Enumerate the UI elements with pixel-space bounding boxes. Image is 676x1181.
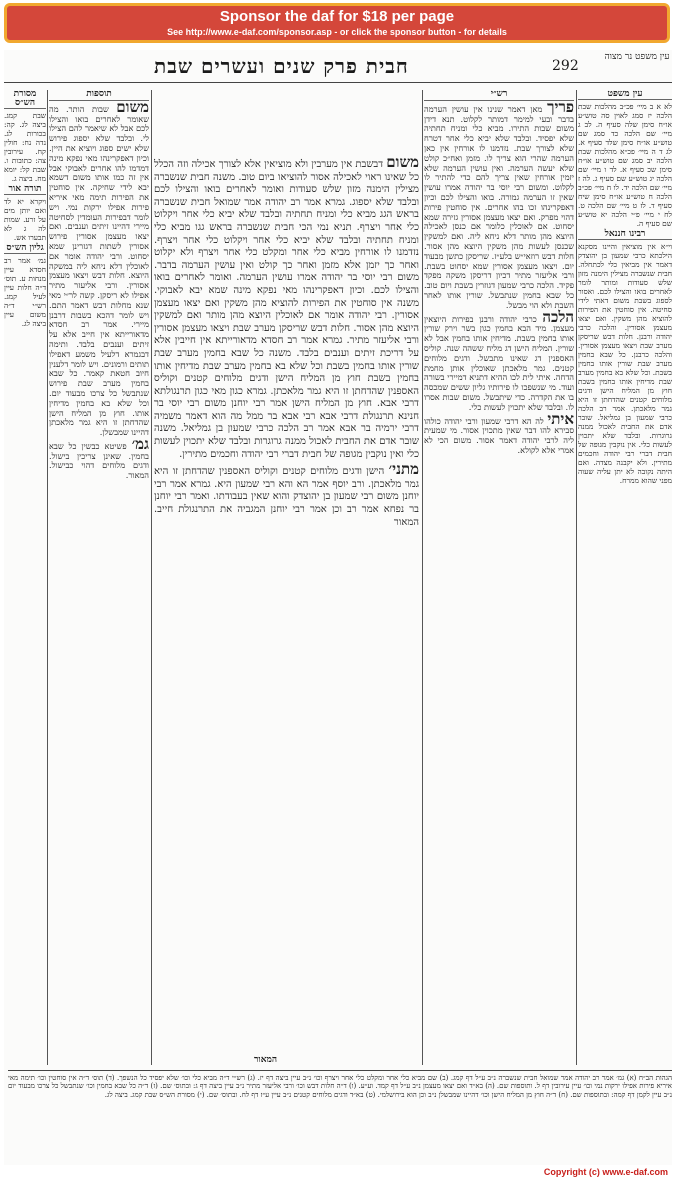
ein-mishpat-text: לא א ב מיי׳ פכ״ב מהלכות שבת הלכה יז סמג לאוין סה טוש״ע או״ח סימן שלה סעיף ה. לב ג מיי׳ שם הלכה כד סמג שם טוש״ע או״ח סימן שלד סעיף א. לג ד ה מיי׳ פכ״א מהלכות שבת הלכה יב סמג שם טוש״ע או״ח סימן שכ סעיף א. לד ו מיי׳ שם הלכה יג טוש״ע שם סעיף ג. לה ז מיי׳ שם הלכה יד. לו ח מיי׳ פכ״ב הלכה ח טוש״ע או״ח סימן שיח סעיף ד. לז ט מיי׳ שם הלכה ט. לח י מיי׳ פ״י הלכה יא טוש״ע שם סעיף ה. <box>578 102 672 228</box>
rashi-text: מאן דאמר שנינו אין עושין הערמה בדבר ובעי למימר דמותר לקלוט. תנא דידן משום שבות התירו. מביא כלי ומניח תחתיה שלא יפסיד. ובלבד שלא יביא כלי אחר דטרח שלא לצורך שבת. נזדמנו לו אורחין אין כאן הערמה שהרי הוא צריך לו. מזמן ואח״כ קולט שלא יעשה הערמה. ואין עושין הערמה שלא יזמין אורחין שאין צריך להם כדי להתיר לו לקלוט. ומשום רבי יוסי בר יהודה אמרו עושין שאין זו הערמה גמורה. בואו והצילו לכם וכיון דאפקרינהו זכו בהו אחרים. אין סוחטין פירות דהוי מפרק. ואם יצאו מעצמן אסורין גזירה שמא יסחוט. אם לאוכלין כלומר אם כנסן לאכילה היוצא מהן מותר דלא ניחא ליה. ואם למשקין שכנסן לעשות מהן משקין היוצא מהן אסור. חלות דבש רוזאי״ש בלע״ז. שריסקן כתשן מבעוד יום. ויצאו מעצמן אסורין שמא יסחוט בשבת. ורבי אליעזר מתיר דכיון דריסקן משקה מפקד פקיד. הלכה כרבי שמעון דגוזרין בשבת ויום טוב. כל שבא בחמין שנתבשל. שורין אותו לאחר השבת ולא הוי מבשל. <box>424 103 574 310</box>
rabbeinu-chananel-text: וי״א אין מוציאין והיינו מסקנא הילכתא כרבי שמעון בן יהוצדק דאמר אין מביאין כלי לכתחלה. חבית שנשברה מצילין הימנה מזון שלש סעודות ומותר לומר לאחרים בואו והצילו לכם. ואסור לספוג בשבת משום דאתי לידי סחיטה. אין סוחטין את הפירות להוציא מהן משקין. ואם יצאו מעצמן אסורין. והלכה כרבי יהודה ורבנן. חלות דבש שריסקן מערב שבת ויצאו מעצמן אסורין. והלכה כרבנן. כל שבא בחמין מערב שבת שורין אותו בחמין בשבת. וכל שלא בא בחמין מערב שבת מדיחין אותו בחמין בשבת חוץ מן המליח הישן ודגים מלוחים קטנים שהדחתן זו היא גמר מלאכתן. אמר רב הלכה כרבי שמעון בן גמליאל. שובר אדם את החבית לאכול ממנה גרוגרות. ובלבד שלא יתכוין לעשות כלי. אין נוקבין מגופה של חבית דברי רבי יהודה וחכמים מתירין. ולא יקבנה מצדה. ואם היתה נקובה לא יתן עליה שעוה מפני שהוא ממרח. <box>578 242 672 485</box>
tosafot-gemara-text: פשיטא כבשין כל שבא בחמין. שאינן צריכין בישול. ודגים מלוחים דהוי כבישול. המאור. <box>49 440 149 481</box>
divider <box>151 90 152 1065</box>
divider <box>576 90 577 1065</box>
rabbeinu-chananel-label: רבינו חננאל <box>578 230 672 240</box>
rashi-heading: רש״י <box>424 90 574 101</box>
margin-left-column <box>4 90 46 1065</box>
page-title: חבית פרק שנים ועשרים שבת <box>154 54 409 78</box>
tosafot-text: שבות הותר. מה שאומר לאחרים בואו והצילו לכם אבל לא שיאמר להם הצילו לי. ובלבד שלא יספוג פירוש שלא ישים ספוג ויוציא את היין. וכיון דאפקרינהו מאי נפקא מינה דמדמו להו אחרים לאבוקי אבל אין זה כמו אותו משום דשמא יבא לידי שחיקה. אין סוחטין את הפירות תימה מאי איריא פירות אפילו ירקות נמי. ויש לומר דבפירות העומדין לסחיטה מיירי דהיינו זיתים וענבים. ואם יצאו מעצמן אסורין פירוש אסורין לשתות דגזרינן שמא יסחוט. ורבי יהודה אומר אם לאוכלין דלא ניחא ליה במשקה היוצא. חלות דבש ויצאו מעצמן אסורין. ורבי אליעזר מתיר אפילו לא ריסקן. קשה לר״י מאי שנא מחלות דבש דאמר התם. ויש לומר דהכא בשבות דרבנן מיירי. אמר רב חסדא מדאורייתא אין חייב אלא על זיתים וענבים בלבד. ותימה דבגמרא דלעיל משמע דאפילו תותים ורמונים. ויש לומר דלענין חיוב חטאת קאמר. כל שבא בחמין מערב שבת פירוש שנתבשל כל צרכו מבעוד יום. וכל שלא בא בחמין מדיחין אותו. חוץ מן המליח הישן שהדחתן זו היא גמר מלאכתן דהיינו שמבשלן. <box>49 103 149 438</box>
ein-mishpat-heading: עין משפט נר מצוה <box>604 52 670 62</box>
tosafot-column <box>49 90 149 1065</box>
gilyon-text: גמ׳ אמר רב חסדא עיין מנחות ע. תוס׳ ד״ה חלות עיין לעיל קמג. רש״י ד״ה משום עיין ביצה לג. <box>4 256 46 328</box>
sponsor-banner[interactable] <box>4 3 670 43</box>
halacha-text: כרבי יהודה ורבנן בפירות היוצאין מעצמן. מיד הבא בחמין כגון בשר וירק שורין אותו בחמין בשבת. מדיחין אותו בחמין אבל לא שורין. המליח הישן דג מליח ששהה שנה. קוליס האספנין דג שאינו מתבשל. ודגים מלוחים קטנים. גמר מלאכתן שאוכלין אותן מחמת הדחה. איתי לית לכו ההיא דתניא דמיירי בשורה ועוד. מי שנשפכו לו פירותיו גליון ששים שמכסה בו את הקדרה. כדי שיתבשל. משום שבות אסרו לו. ובלבד שלא יתכוין לעשות כלי. <box>424 313 574 412</box>
page-header <box>4 50 672 83</box>
divider <box>47 90 48 1065</box>
gemara-column <box>154 156 419 1036</box>
gilyon-label: גליון הש״ס <box>4 244 46 254</box>
ein-mishpat-label: עין משפט <box>578 90 672 100</box>
torah-or-label: תורה אור <box>4 185 46 195</box>
rashi-second-text: לה הא דרבי שמעון ורבי יהודה כולהו סבירא להו דבר שאין מתכוין אסור. מי שמעית ליה לרבי יהודה דאמר אסור. משום הכי לא אמרי אלא לקולא. <box>424 415 574 455</box>
tosafot-opening-word: משום <box>116 97 149 116</box>
tosafot-gemara-word: גמ׳ <box>131 434 149 453</box>
gemara-opening-word: משום <box>386 156 419 171</box>
footnotes <box>8 1070 672 1150</box>
margin-right-column <box>578 90 672 1065</box>
gemara-closing-text: הישן ודגים מלוחים קטנים וקוליס האספנין שהדחתן זו היא גמר מלאכתן. ורב יוסף אמר הא והא רבי שמעון היא. גמרא אמר רבי יוחנן משום רבי שמעון בן יהוצדק והוא שאין בעבודתו. ואמר רבי יוחנן בר נפחא אמר רב וכן אמר רבי יוחנן המגביה את התרנגולת חייב. המאור <box>154 466 419 528</box>
gemara-closing-word: מתני׳ <box>388 460 419 479</box>
rashi-column <box>424 90 574 1065</box>
footnotes-text: הגהות הב״ח (א) גמ׳ אמר רב יהודה אמר שמואל חבית שנשברה נ״ב ע״ל דף קמג. (ב) שם מביא כלי אחר ומקלט כלי אחר ויצרף וכו׳ נ״ב עיין ביצה דף יז. (ג) רש״י ד״ה מביא כלי וכו׳ שלא יפסיד כל הנשפך. (ד) תוס׳ ד״ה אין סוחטין וכו׳ תימה מאי איריא פירות אפילו ירקות נמי וכו׳ עיין עירובין דף ל. ותוספות שם. (ה) בא״ד ואם יצאו מעצמן נ״ב ע״ל דף קמד. וע״ע. (ו) ד״ה חלות דבש וכו׳ ורבי אליעזר מתיר נ״ב עיין ביצה דף ג: ובתוס׳ שם. (ז) ד״ה כל שבא בחמין וכו׳ שנתבשל כל צרכו מבעוד יום נ״ב עיין לקמן דף קמה: ובתוספות שם. (ח) ד״ה חוץ מן המליח הישן וכו׳ דהיינו שמבשלן נ״ב וכן הוא בירושלמי. (ט) בא״ד ודגים מלוחים קטנים נ״ב עיין ע״ז דף לח. ובתוס׳ שם. (י) מסורת הש״ס שבת קמג. ביצה לג. <box>8 1074 672 1099</box>
gemara-text: דבשבת אין מערבין ולא מוציאין אלא לצורך אכילה וזה הכלל כל שאינו ראוי לאכילה אסור להוציאו ביום טוב. משנה חבית שנשברה מצילין הימנה מזון שלש סעודות ואומר לאחרים בואו והצילו לכם ובלבד שלא יספוג. גמרא אמר רב יהודה אמר שמואל חבית שנשברה בראש הגג מביא כלי ומניח תחתיה ובלבד שלא יביא כלי אחר ויקלוט כלי אחר ויצרף. תניא נמי הכי חבית שנשברה בראש גגו מביא כלי ומניח תחתיה ובלבד שלא יביא כלי אחר ויקלוט כלי אחר ויצרף. נזדמנו לו אורחין מביא כלי אחר ומקלט כלי אחר ויצרף ולא יקלוט ואחר כך יזמן אלא מזמן ואחר כך קולט ואין עושין הערמה בדבר. משום רבי יוסי בר יהודה אמרו עושין הערמה. ואומר לאחרים בואו והצילו לכם. וכיון דאפקרינהו מאי נפקא מינה שמא יבא לאבוקי. משנה אין סוחטין את הפירות להוציא מהן משקין ואם יצאו מעצמן אסורין. רבי יהודה אומר אם לאוכלין היוצא מהן מותר ואם למשקין היוצא מהן אסור. חלות דבש שריסקן מערב שבת ויצאו מעצמן אסורין ורבי אליעזר מתיר. גמרא אמר רב חסדא מדאורייתא אין חייבין אלא על דריכת זיתים וענבים בלבד. משנה כל שבא בחמין מערב שבת שורין אותו בחמין בשבת וכל שלא בא בחמין מערב שבת מדיחין אותו בחמין בשבת חוץ מן המליח הישן ודגים מלוחים קטנים וקוליס האספנין שהדחתן זו היא גמר מלאכתן. גמרא כגון מאי כגון תרנגולתא דרבי אבא. חוץ מן המליח הישן אמר רבי יוחנן משום רבי יוסי בר חנינא תרנגולת דרבי אבא רבי אבא בר ממל מה הוא דאמר משמיה דרבי ירמיה בר אבא אמר רב הלכה כרבי שמעון בן גמליאל. משנה שובר אדם את החבית לאכול ממנה גרוגרות ובלבד שלא יתכוין לעשות כלי ואין נוקבין מגופה של חבית דברי רבי יהודה וחכמים מתירין. <box>154 159 419 460</box>
masoret-label: מסורת הש״ס <box>4 90 46 109</box>
page-number: 292 <box>552 58 579 74</box>
divider <box>422 90 423 1065</box>
halacha-word: הלכה <box>542 307 574 326</box>
sponsor-subtitle[interactable]: See http://www.e-daf.com/sponsor.asp - or click the sponsor button - for details <box>167 27 507 37</box>
rashi-second-word: איתי <box>547 409 574 428</box>
masoret-text: שבת קמג. ביצה לג. קה: בכורות לג. נדה נח: חולין קח. עירובין צה: כתובות ו. שבת קל: יומא מח. ביצה ג. <box>4 111 46 183</box>
sponsor-title[interactable]: Sponsor the daf for $18 per page <box>219 8 455 25</box>
talmud-page <box>4 50 672 1165</box>
copyright-link[interactable]: Copyright (c) www.e-daf.com <box>543 1167 668 1177</box>
tosafot-heading: תוספות <box>49 90 149 101</box>
hamaor-label: המאור <box>254 1055 278 1065</box>
torah-or-text: ויקרא יא לד ואם יותן מים על זרע. שמות לה ג לא תבערו אש. <box>4 197 46 242</box>
rashi-opening-word: פריך <box>547 97 574 116</box>
